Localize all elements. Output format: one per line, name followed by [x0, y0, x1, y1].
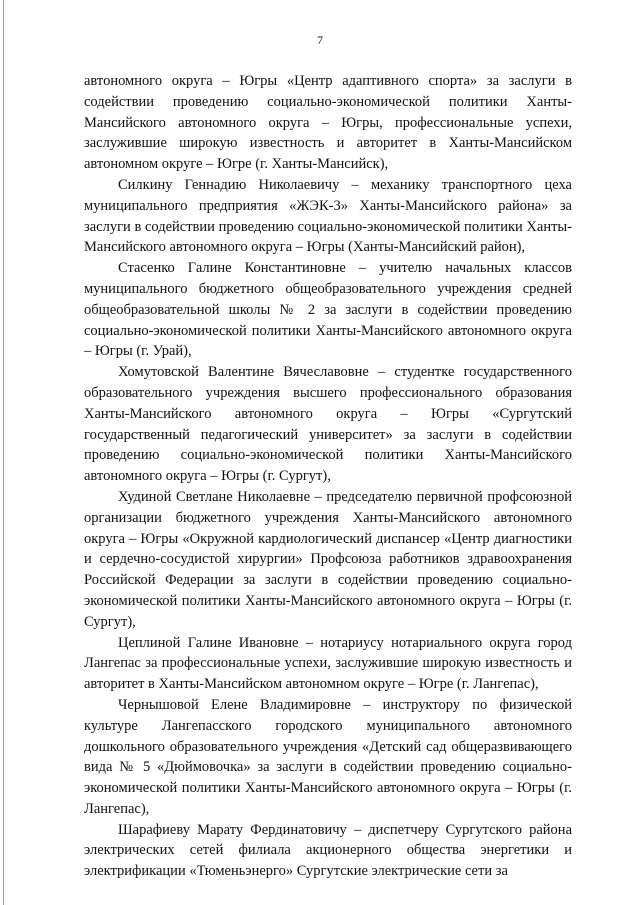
paragraph-tseplina: Цеплиной Галине Ивановне – нотариусу нотариального округа город Лангепас за профессиональные успехи, заслужившие широкую известность и авторитет в Ханты-Мансийском автономном округе – Югре (г. Лангепас),: [84, 634, 572, 693]
paragraph-continuation: автономного округа – Югры «Центр адаптивного спорта» за заслуги в содействии проведению социально-экономической политики Ханты-Мансийского автономного округа – Югры, профессиональные успехи, заслужившие широкую известность и авторитет в Ханты-Мансийском автономном округе – Югре (г. Ханты-Мансийск),: [84, 73, 572, 173]
paragraph-khomutovskaya: Хомутовской Валентине Вячеславовне – студентке государственного образовательного учреждения высшего профессионального образования Ханты-Мансийского автономного округа – Югры «Сургутский государственный педагогический университет» за заслуги в содействии проведению социально-экономической политики Ханты-Мансийского автономного округа – Югры (г. Сургут),: [84, 364, 572, 485]
document-body: [84, 71, 572, 882]
page-number: 7: [317, 33, 323, 47]
paragraph-khudina: Худиной Светлане Николаевне – председателю первичной профсоюзной организации бюджетного учреждения Ханты-Мансийского автономного округа – Югры «Окружной кардиологический диспансер «Центр диагностики и сердечно-сосудистой хирургии» Профсоюза работников здравоохранения Российской Федерации за заслуги в содействии проведению социально-экономической политики Ханты-Мансийского автономного округа – Югры (г. Сургут),: [84, 488, 572, 630]
paragraph-stasenko: Стасенко Галине Константиновне – учителю начальных классов муниципального бюджетного общеобразовательного учреждения средней общеобразовательной школы № 2 за заслуги в содействии проведению социально-экономической политики Ханты-Мансийского автономного округа – Югры (г. Урай),: [84, 260, 572, 360]
paragraph-silkin: Силкину Геннадию Николаевичу – механику транспортного цеха муниципального предприятия «ЖЭК-3» Ханты-Мансийского района» за заслуги в содействии проведению социально-экономической политики Ханты-Мансийского автономного округа – Югры (Ханты-Мансийский район),: [84, 176, 572, 256]
paragraph-sharafiev: Шарафиеву Марату Фердинатовичу – диспетчеру Сургутского района электрических сетей филиала акционерного общества энергетики и электрификации «Тюменьэнерго» Сургутские электрические сети за: [84, 821, 572, 880]
scan-edge-line: [3, 0, 4, 905]
paragraph-chernyshova: Чернышовой Елене Владимировне – инструктору по физической культуре Лангепасского городского муниципального автономного дошкольного образовательного учреждения «Детский сад общеразвивающего вида № 5 «Дюймовочка» за заслуги в содействии проведению социально-экономической политики Ханты-Мансийского автономного округа – Югры (г. Лангепас),: [84, 696, 572, 817]
